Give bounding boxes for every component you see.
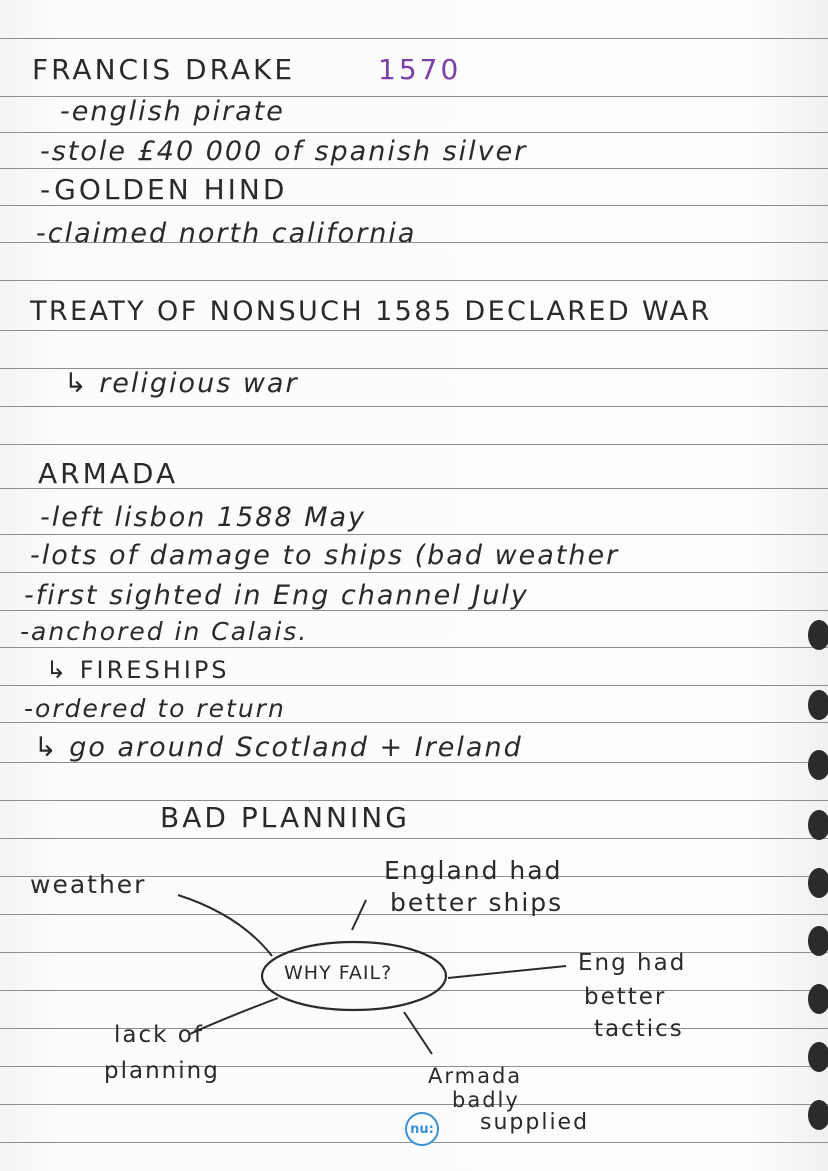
drake-heading: FRANCIS DRAKE [32,53,296,86]
armada-point: -first sighted in Eng channel July [24,580,529,611]
drake-point: -english pirate [60,96,285,127]
mindmap-supplied-line2: badly [452,1088,520,1112]
mindmap-connector [404,1012,432,1054]
mindmap-tactics-line2: better [584,984,667,1010]
mindmap-lack-line2: planning [104,1058,220,1084]
mindmap-connector [448,966,566,978]
armada-point: -left lisbon 1588 May [40,502,367,533]
drake-point: -claimed north california [36,218,417,249]
drake-point: -stole £40 000 of spanish silver [40,136,528,167]
treaty-note: ↳ religious war [64,368,299,399]
mindmap-tactics-line1: Eng had [578,950,687,976]
mindmap-supplied-line1: Armada [428,1064,523,1088]
bad-planning-heading: BAD PLANNING [160,801,410,834]
mindmap-weather: weather [30,870,147,899]
armada-point: ↳ FIRESHIPS [46,656,230,684]
mindmap-england-ships-line1: England had [384,856,563,885]
drake-year: 1570 [378,53,462,86]
nu-logo: nu: [405,1112,439,1146]
mindmap-england-ships-line2: better ships [390,888,564,917]
mindmap-lack-line1: lack of [114,1022,204,1048]
mindmap-supplied-line3: supplied [480,1110,590,1135]
mindmap-connector [178,895,272,956]
armada-point: -anchored in Calais. [20,617,309,646]
armada-point: -ordered to return [24,694,286,723]
armada-point: ↳ go around Scotland + Ireland [34,732,523,763]
treaty-heading: TREATY OF NONSUCH 1585 DECLARED WAR [30,296,712,327]
mindmap-connector [352,900,366,930]
armada-heading: ARMADA [38,457,179,490]
mindmap-tactics-line3: tactics [594,1016,684,1042]
drake-point: -GOLDEN HIND [40,173,288,206]
armada-point: -lots of damage to ships (bad weather [30,540,620,571]
mindmap-center-label: WHY FAIL? [284,962,393,984]
